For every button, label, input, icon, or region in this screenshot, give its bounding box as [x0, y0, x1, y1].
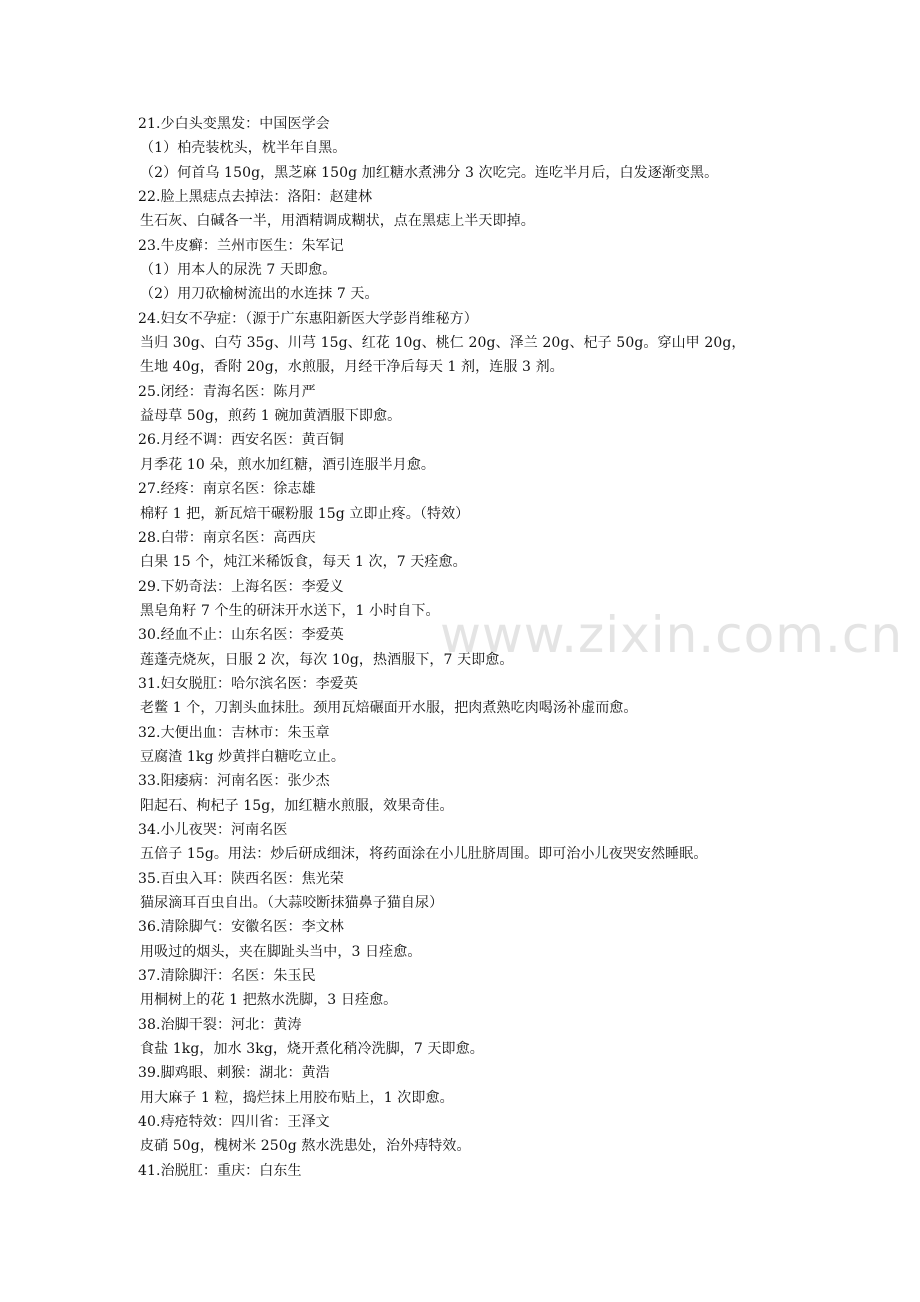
entry-text: 月季花 10 朵，煎水加红糖，酒引连服半月愈。 — [140, 456, 436, 473]
entry-heading: 28.白带：南京名医：高西庆 — [138, 529, 316, 546]
entry-heading: 21.少白头变黑发：中国医学会 — [138, 116, 330, 132]
entry-heading: 41.治脱肛：重庆：白东生 — [138, 1162, 302, 1179]
entry-heading: 30.经血不止：山东名医：李爱英 — [138, 627, 344, 644]
entry-text: 用桐树上的花 1 把熬水洗脚，3 日痊愈。 — [140, 992, 398, 1009]
entry-text: 生石灰、白碱各一半，用酒精调成糊状，点在黑痣上半天即掉。 — [140, 213, 535, 230]
entry-heading: 33.阳痿病：河南名医：张少杰 — [138, 773, 330, 790]
entry-text: 五倍子 15g。用法：炒后研成细沫，将药面涂在小儿肚脐周围。即可治小儿夜哭安然睡眠。 — [140, 846, 708, 863]
entry-text: 益母草 50g，煎药 1 碗加黄酒服下即愈。 — [140, 408, 402, 425]
entry-text: 食盐 1kg，加水 3kg，烧开煮化稍冷洗脚，7 天即愈。 — [140, 1041, 484, 1058]
entry-heading: 38.治脚干裂：河北：黄涛 — [138, 1016, 302, 1033]
entry-text: （2）用刀砍榆树流出的水连抹 7 天。 — [140, 286, 379, 303]
document-body — [138, 112, 798, 1183]
entry-heading: 40.痔疮特效：四川省：王泽文 — [138, 1114, 330, 1131]
entry-heading: 23.牛皮癣：兰州市医生：朱军记 — [138, 237, 344, 254]
entry-heading: 24.妇女不孕症：（源于广东惠阳新医大学彭肖维秘方） — [138, 310, 478, 327]
entry-text: 皮硝 50g，槐树米 250g 熬水洗患处，治外痔特效。 — [140, 1138, 471, 1155]
entry-text: 白果 15 个，炖江米稀饭食，每天 1 次，7 天痊愈。 — [140, 554, 467, 571]
entry-text: 生地 40g，香附 20g，水煎服，月经干净后每天 1 剂，连服 3 剂。 — [140, 359, 564, 376]
entry-heading: 27.经疼：南京名医：徐志雄 — [138, 481, 316, 498]
entry-heading: 32.大便出血：吉林市：朱玉章 — [138, 724, 330, 741]
entry-text: 用吸过的烟头，夹在脚趾头当中，3 日痊愈。 — [140, 943, 422, 960]
entry-heading: 31.妇女脱肛：哈尔滨名医：李爱英 — [138, 675, 358, 692]
entry-text: 莲蓬壳烧灰，日服 2 次，每次 10g，热酒服下，7 天即愈。 — [140, 651, 514, 668]
entry-heading: 36.清除脚气：安徽名医：李文林 — [138, 919, 344, 936]
entry-heading: 29.下奶奇法：上海名医：李爱义 — [138, 578, 344, 595]
entry-text: （1）用本人的尿洗 7 天即愈。 — [140, 262, 337, 279]
entry-text: 黑皂角籽 7 个生的研沫开水送下，1 小时自下。 — [140, 602, 440, 619]
entry-heading: 22.脸上黑痣点去掉法：洛阳：赵建林 — [138, 189, 373, 206]
entry-heading: 37.清除脚汗：名医：朱玉民 — [138, 968, 316, 985]
entry-text: 用大麻子 1 粒，捣烂抹上用胶布贴上，1 次即愈。 — [140, 1089, 454, 1106]
entry-text: 当归 30g、白芍 35g、川芎 15g、红花 10g、桃仁 20g、泽兰 20g、杞子 50g。穿山甲 20g， — [140, 335, 746, 352]
entry-text: （1）柏壳装枕头，枕半年自黑。 — [140, 140, 347, 157]
entry-heading: 39.脚鸡眼、刺猴：湖北：黄浩 — [138, 1065, 330, 1082]
entry-heading: 35.百虫入耳：陕西名医：焦光荣 — [138, 870, 344, 887]
entry-text: 阳起石、枸杞子 15g，加红糖水煎服，效果奇佳。 — [140, 797, 454, 814]
watermark: www.zixin.com.cn — [440, 606, 904, 664]
entry-heading: 26.月经不调：西安名医：黄百铜 — [138, 432, 344, 449]
entry-text: 豆腐渣 1kg 炒黄拌白糖吃立止。 — [140, 748, 345, 765]
entry-heading: 34.小儿夜哭：河南名医 — [138, 821, 288, 838]
entry-text: 猫尿滴耳百虫自出。（大蒜咬断抹猫鼻子猫自尿） — [140, 895, 444, 911]
entry-heading: 25.闭经：青海名医：陈月严 — [138, 383, 316, 400]
entry-text: 棉籽 1 把，新瓦焙干碾粉服 15g 立即止疼。（特效） — [140, 505, 470, 522]
entry-text: （2）何首乌 150g，黑芝麻 150g 加红糖水煮沸分 3 次吃完。连吃半月后，白发逐渐变黑。 — [140, 164, 719, 181]
entry-text: 老鳖 1 个，刀割头血抹肚。颈用瓦焙碾面开水服，把肉煮熟吃肉喝汤补虚而愈。 — [140, 700, 638, 717]
